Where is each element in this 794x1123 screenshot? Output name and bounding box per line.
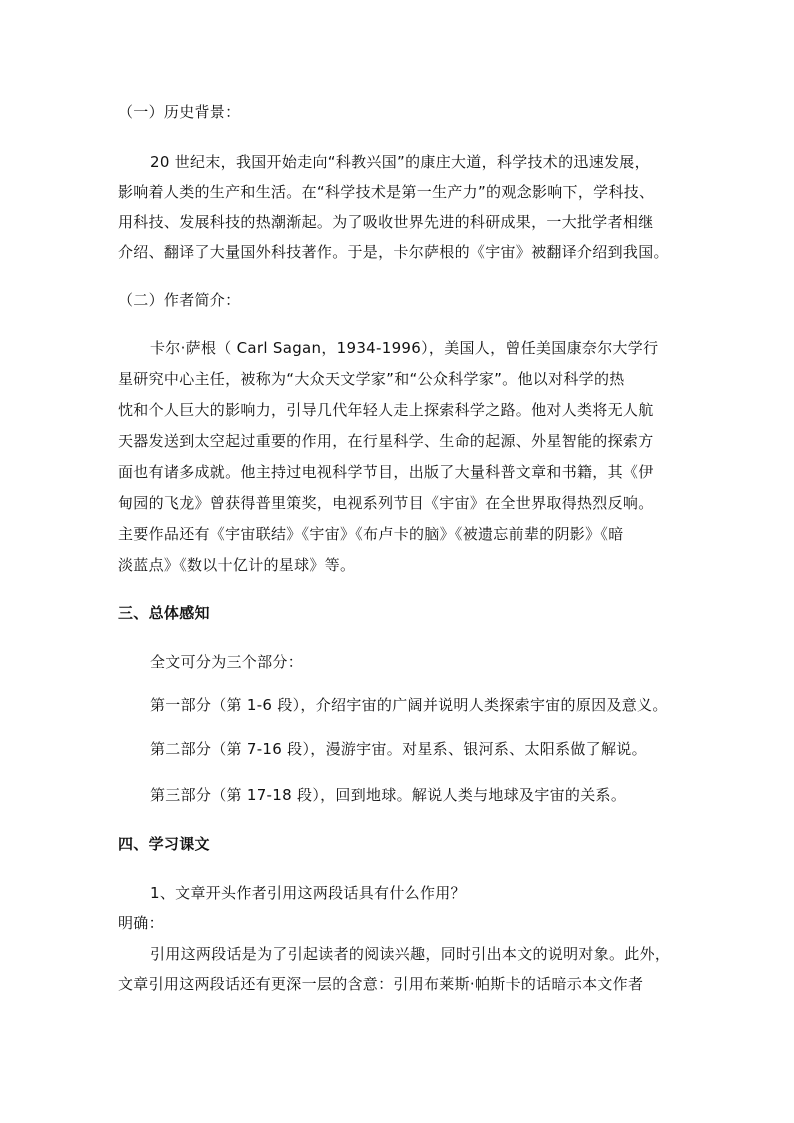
- history-heading: （一）历史背景：: [118, 103, 241, 121]
- overall-line: 第一部分（第 1-6 段），介绍宇宙的广阔并说明人类探索宇宙的原因及意义。: [150, 696, 668, 714]
- answer-label: 明确：: [118, 914, 164, 932]
- author-line: 卡尔·萨根（ Carl Sagan，1934-1996），美国人，曾任美国康奈尔大学行: [150, 339, 659, 357]
- author-line: 天器发送到太空起过重要的作用，在行星科学、生命的起源、外星智能的探索方: [118, 432, 654, 450]
- overall-line: 第二部分（第 7-16 段），漫游宇宙。对星系、银河系、太阳系做了解说。: [150, 740, 647, 758]
- answer-line: 引用这两段话是为了引起读者的阅读兴趣，同时引出本文的说明对象。此外，: [150, 945, 671, 963]
- author-line: 面也有诸多成就。他主持过电视科学节目，出版了大量科普文章和书籍，其《伊: [118, 463, 654, 481]
- history-line: 20 世纪末，我国开始走向“科教兴国”的康庄大道，科学技术的迅速发展，: [150, 153, 650, 171]
- author-line: 星研究中心主任，被称为“大众天文学家”和“公众科学家”。他以对科学的热: [118, 370, 625, 388]
- question-text: 1、文章开头作者引用这两段话具有什么作用？: [150, 884, 466, 902]
- overall-heading: 三、总体感知: [118, 604, 210, 622]
- history-line: 介绍、翻译了大量国外科技著作。于是，卡尔萨根的《宇宙》被翻译介绍到我国。: [118, 243, 669, 261]
- study-heading: 四、学习课文: [118, 835, 210, 853]
- history-line: 影响着人类的生产和生活。在“科学技术是第一生产力”的观念影响下，学科技、: [118, 183, 655, 201]
- overall-line: 第三部分（第 17-18 段），回到地球。解说人类与地球及宇宙的关系。: [150, 786, 627, 804]
- answer-line: 文章引用这两段话还有更深一层的含意：引用布莱斯·帕斯卡的话暗示本文作者: [118, 975, 644, 993]
- author-line: 淡蓝点》《数以十亿计的星球》等。: [118, 556, 356, 574]
- author-line: 主要作品还有《宇宙联结》《宇宙》《布卢卡的脑》《被遗忘前辈的阴影》《暗: [118, 525, 624, 543]
- author-line: 甸园的飞龙》曾获得普里策奖，电视系列节目《宇宙》在全世界取得热烈反响。: [118, 494, 654, 512]
- overall-line: 全文可分为三个部分：: [150, 653, 304, 671]
- history-line: 用科技、发展科技的热潮渐起。为了吸收世界先进的科研成果，一大批学者相继: [118, 213, 654, 231]
- author-line: 忱和个人巨大的影响力，引导几代年轻人走上探索科学之路。他对人类将无人航: [118, 401, 654, 419]
- author-heading: （二）作者简介：: [118, 291, 241, 309]
